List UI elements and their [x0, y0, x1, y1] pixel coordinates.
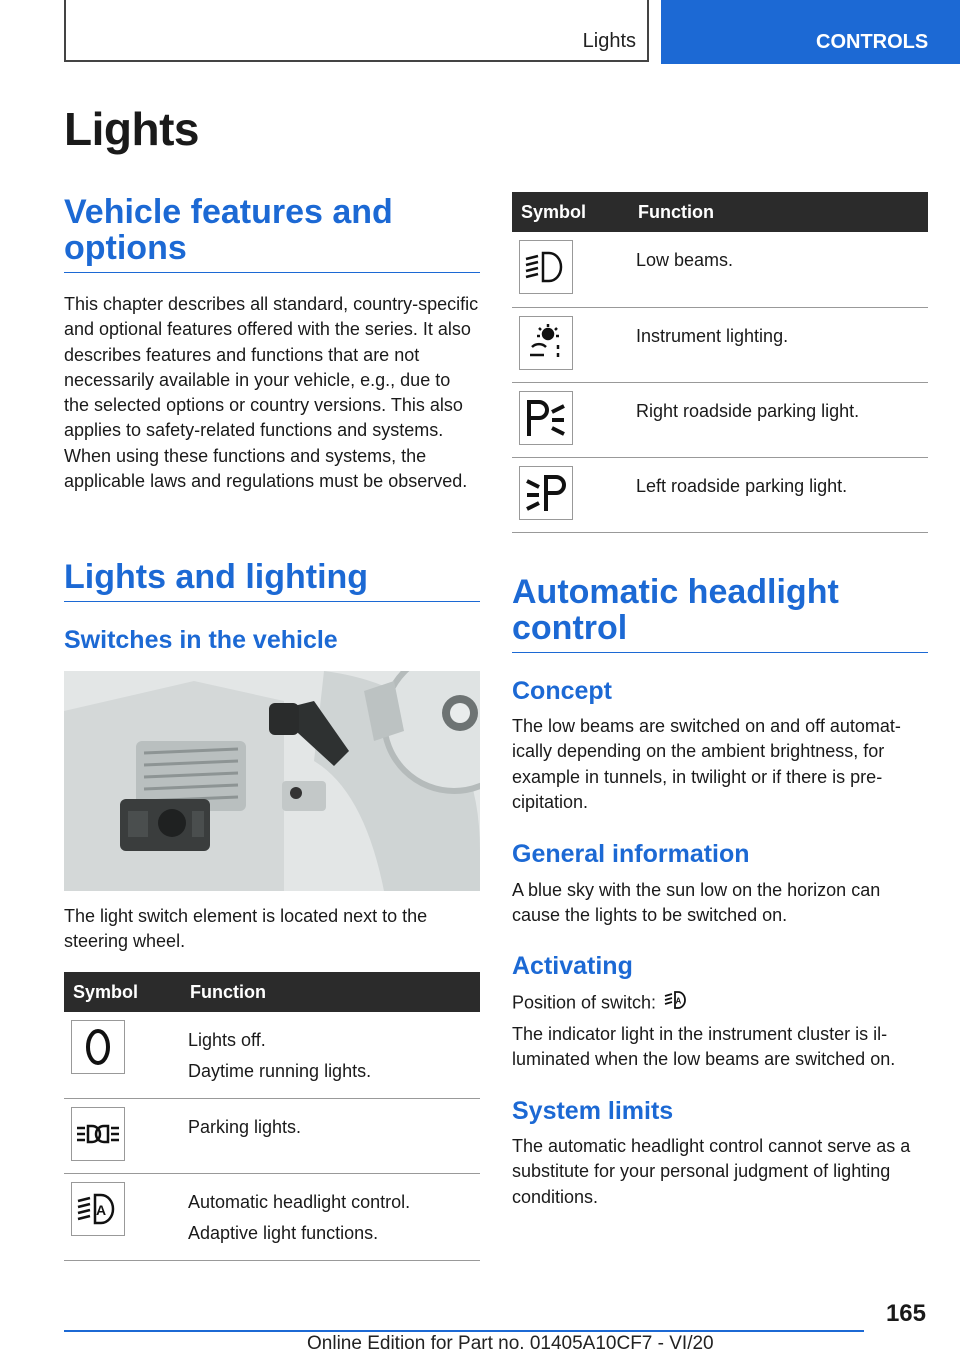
paragraph-switch-location: The light switch element is located next to the steering wheel.	[64, 906, 428, 952]
heading-switches: Switches in the vehicle	[64, 626, 338, 654]
auto-headlight-icon	[664, 990, 688, 1017]
parking-lights-icon	[71, 1107, 125, 1161]
low-beam-icon	[519, 240, 573, 294]
function-text: Adaptive light functions.	[188, 1223, 379, 1243]
function-cell	[629, 307, 928, 382]
paragraph-concept: The low beams are switched on and off automatically depending on the ambient brightness, for example in tunnels, in twilight or if there is precipitation.	[512, 716, 901, 812]
table-row	[512, 232, 928, 307]
heading-activating: Activating	[512, 952, 633, 980]
heading-system-limits: System limits	[512, 1097, 674, 1125]
zero-icon	[71, 1020, 125, 1074]
function-text: Right roadside parking light.	[636, 400, 860, 421]
column-header-symbol: Symbol	[512, 192, 629, 232]
table-row	[512, 382, 928, 457]
function-text: Parking lights.	[188, 1117, 302, 1137]
function-text: Instrument lighting.	[636, 325, 789, 346]
page-title: Lights	[64, 103, 199, 155]
light-switch-photo	[64, 671, 480, 891]
symbol-cell	[512, 382, 629, 457]
instrument-lighting-icon	[519, 316, 573, 370]
page-number: 165	[885, 1300, 926, 1327]
header-frame	[64, 0, 649, 62]
paragraph-general-information: A blue sky with the sun low on the horizon can cause the lights to be switched on.	[512, 880, 881, 926]
heading-automatic-headlight-control: Automatic headlight control	[512, 574, 928, 653]
heading-lights-and-lighting: Lights and lighting	[64, 559, 480, 602]
table-row	[64, 1099, 480, 1174]
svg-text:A: A	[675, 996, 682, 1006]
light-symbol-table	[512, 192, 928, 533]
header-chapter-tab[interactable]	[661, 0, 960, 64]
paragraph-switch-position	[512, 990, 928, 1017]
function-text: Low beams.	[636, 250, 734, 270]
table-row	[512, 457, 928, 532]
auto-headlight-icon	[71, 1182, 125, 1236]
column-header-symbol: Symbol	[64, 972, 181, 1012]
heading-vehicle-features: Vehicle features and options	[64, 194, 480, 273]
table-header-row	[512, 192, 928, 232]
paragraph-vehicle-features: This chapter describes all standard, country-specific and optional features offered with the series. It also describes features and functions that are not necessarily available in your vehicle, e.g., due to the selected options or country versions. This also applies to safety-related functions and systems. When using these functions and systems, the applicable laws and regulations must be observed.	[64, 294, 479, 492]
symbol-cell	[64, 1099, 181, 1174]
function-text: Automatic headlight control.	[188, 1192, 411, 1212]
paragraph-system-limits: The automatic headlight control cannot serve as a substitute for your personal judgment of lighting conditions.	[512, 1136, 911, 1207]
symbol-cell	[512, 307, 629, 382]
symbol-cell	[512, 457, 629, 532]
function-cell	[629, 457, 928, 532]
header-section-title: Lights	[582, 30, 636, 52]
symbol-cell	[64, 1174, 181, 1261]
column-header-function: Function	[629, 192, 928, 232]
function-cell	[629, 382, 928, 457]
footer-edition: Online Edition for Part no. 01405A10CF7 - VI/20	[307, 1333, 714, 1354]
function-text: Daytime running lights.	[188, 1061, 372, 1081]
switch-symbol-table	[64, 972, 480, 1261]
heading-general-information: General information	[512, 840, 750, 868]
switch-position-label: Position of switch:	[512, 992, 657, 1013]
symbol-cell	[64, 1012, 181, 1099]
table-header-row	[64, 972, 480, 1012]
svg-text:A: A	[96, 1202, 107, 1218]
heading-concept: Concept	[512, 677, 612, 705]
right-parking-light-icon	[519, 391, 573, 445]
function-text: Left roadside parking light.	[636, 475, 848, 496]
function-cell	[181, 1174, 480, 1261]
table-row	[64, 1174, 480, 1261]
column-header-function: Function	[181, 972, 480, 1012]
header-chapter-label: CONTROLS	[816, 31, 929, 53]
function-cell	[181, 1012, 480, 1099]
symbol-cell	[512, 232, 629, 307]
function-text: Lights off.	[188, 1030, 266, 1050]
table-row	[512, 307, 928, 382]
footer-divider	[64, 1330, 864, 1332]
table-row	[64, 1012, 480, 1099]
function-cell	[181, 1099, 480, 1174]
function-cell	[629, 232, 928, 307]
left-parking-light-icon	[519, 466, 573, 520]
paragraph-indicator-light: The indicator light in the instrument cluster is illuminated when the low beams are switched on.	[512, 1024, 896, 1070]
